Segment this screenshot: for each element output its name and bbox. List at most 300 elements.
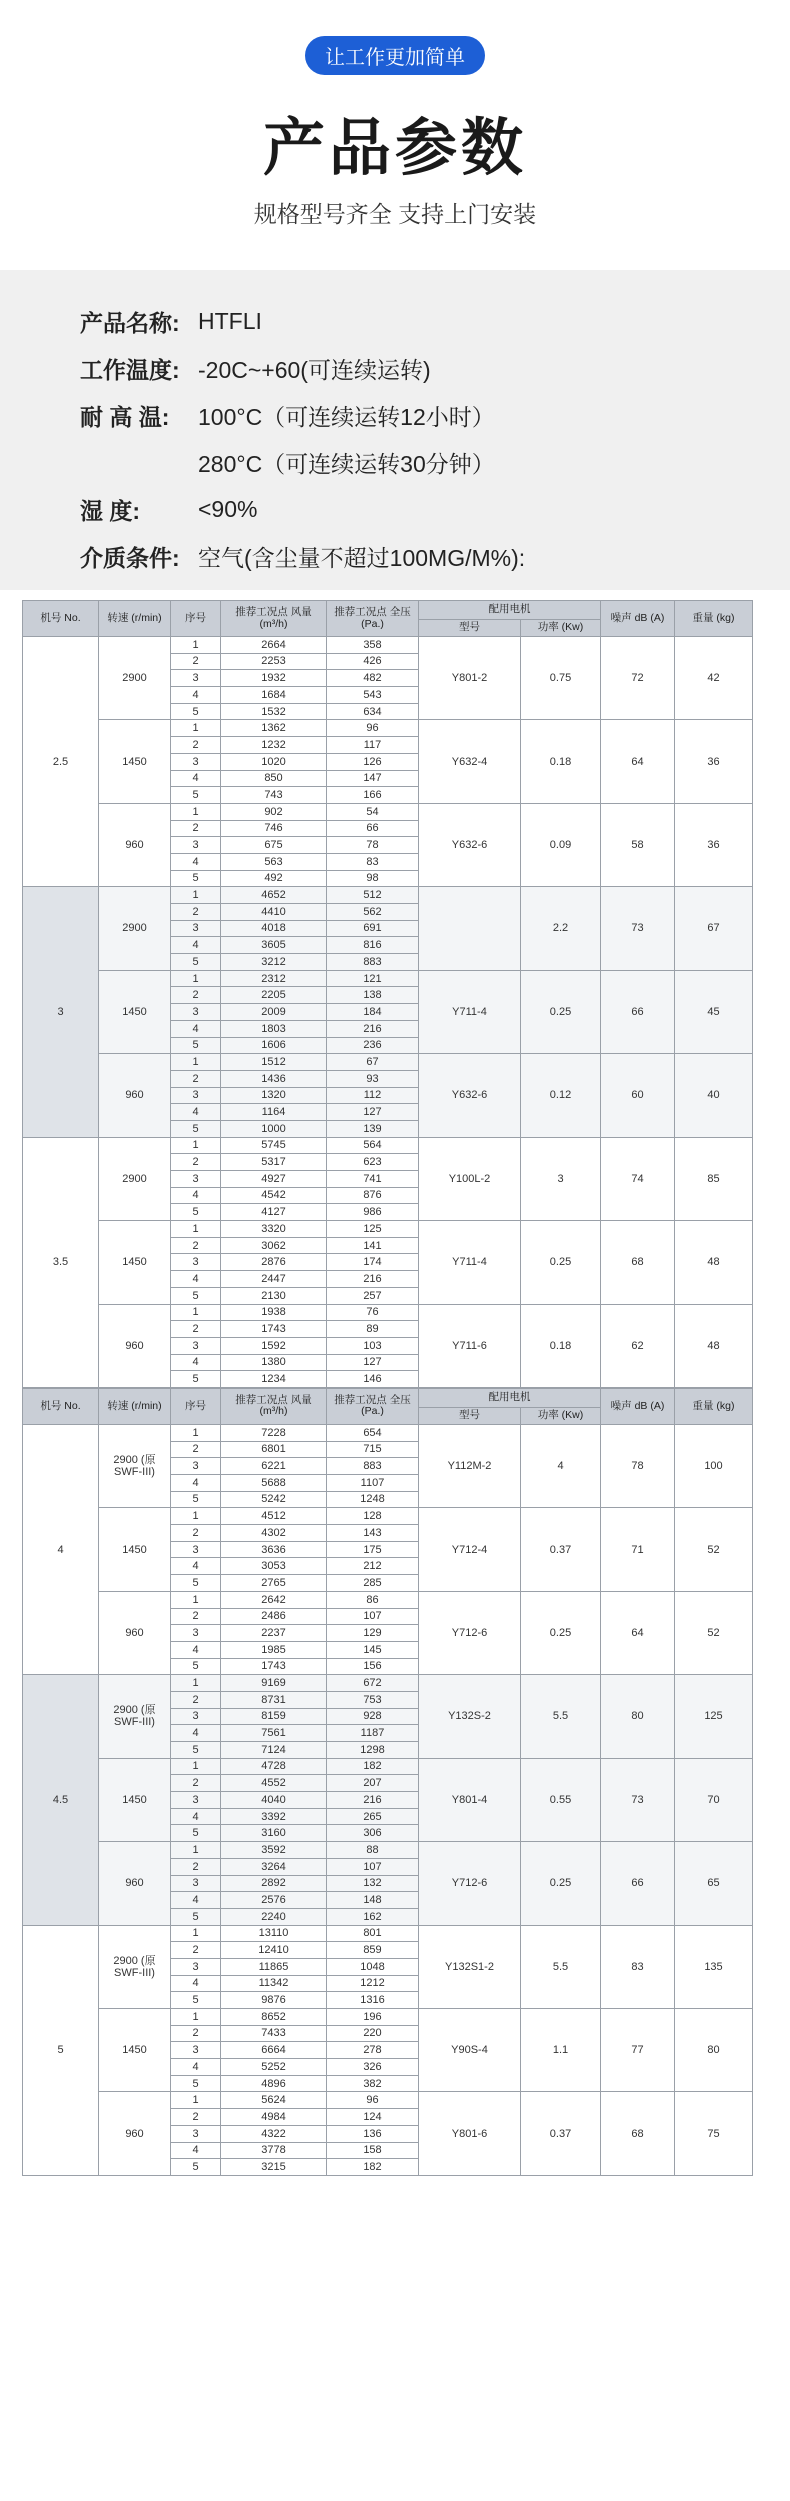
cell-pressure: 103 <box>327 1337 419 1354</box>
cell-flow: 850 <box>221 770 327 787</box>
cell-weight: 65 <box>675 1842 753 1925</box>
cell-seq: 4 <box>171 770 221 787</box>
cell-pressure: 158 <box>327 2142 419 2159</box>
cell-flow: 8731 <box>221 1691 327 1708</box>
cell-flow: 1743 <box>221 1321 327 1338</box>
cell-flow: 1592 <box>221 1337 327 1354</box>
param-row <box>80 533 790 580</box>
header-noise: 噪声 dB (A) <box>601 1388 675 1424</box>
cell-seq: 2 <box>171 737 221 754</box>
cell-pressure: 124 <box>327 2109 419 2126</box>
header-pressure: 推荐工况点 全压 (Pa.) <box>327 601 419 637</box>
cell-seq: 3 <box>171 1792 221 1809</box>
cell-seq: 4 <box>171 1808 221 1825</box>
cell-seq: 5 <box>171 2159 221 2176</box>
cell-pressure: 741 <box>327 1171 419 1188</box>
header-motor-model: 型号 <box>419 1407 521 1424</box>
spec-table <box>22 1388 753 2176</box>
cell-flow: 1606 <box>221 1037 327 1054</box>
cell-flow: 1684 <box>221 687 327 704</box>
cell-weight: 48 <box>675 1304 753 1387</box>
spec-table <box>22 600 753 1388</box>
header-motor-model: 型号 <box>419 620 521 637</box>
cell-flow: 1164 <box>221 1104 327 1121</box>
param-label: 产品名称: <box>80 310 180 336</box>
cell-pressure: 86 <box>327 1591 419 1608</box>
cell-speed: 960 <box>99 2092 171 2175</box>
cell-motor-model: Y112M-2 <box>419 1424 521 1507</box>
cell-seq: 4 <box>171 1975 221 1992</box>
cell-seq: 2 <box>171 1441 221 1458</box>
cell-pressure: 156 <box>327 1658 419 1675</box>
cell-seq: 4 <box>171 1892 221 1909</box>
header-noise: 噪声 dB (A) <box>601 601 675 637</box>
cell-weight: 67 <box>675 887 753 970</box>
cell-flow: 492 <box>221 870 327 887</box>
cell-pressure: 132 <box>327 1875 419 1892</box>
cell-pressure: 986 <box>327 1204 419 1221</box>
cell-weight: 36 <box>675 720 753 803</box>
cell-seq: 1 <box>171 1137 221 1154</box>
cell-seq: 1 <box>171 1925 221 1942</box>
param-row <box>80 439 790 486</box>
cell-power: 0.55 <box>521 1758 601 1841</box>
cell-flow: 3053 <box>221 1558 327 1575</box>
cell-weight: 45 <box>675 970 753 1053</box>
cell-motor-model: Y90S-4 <box>419 2009 521 2092</box>
table-row <box>23 1424 753 1441</box>
cell-noise: 73 <box>601 1758 675 1841</box>
cell-weight: 52 <box>675 1508 753 1591</box>
cell-pressure: 691 <box>327 920 419 937</box>
cell-motor-model: Y801-6 <box>419 2092 521 2175</box>
cell-seq: 1 <box>171 637 221 654</box>
cell-pressure: 125 <box>327 1221 419 1238</box>
cell-flow: 1803 <box>221 1020 327 1037</box>
cell-flow: 4652 <box>221 887 327 904</box>
cell-seq: 1 <box>171 1842 221 1859</box>
table-row <box>23 1842 753 1859</box>
cell-power: 0.25 <box>521 1221 601 1304</box>
cell-weight: 52 <box>675 1591 753 1674</box>
cell-pressure: 216 <box>327 1271 419 1288</box>
cell-machine-no: 2.5 <box>23 637 99 887</box>
cell-seq: 1 <box>171 1508 221 1525</box>
cell-seq: 2 <box>171 1237 221 1254</box>
header-motor-group: 配用电机 <box>419 601 601 620</box>
table-row <box>23 2009 753 2026</box>
cell-flow: 2240 <box>221 1908 327 1925</box>
cell-seq: 2 <box>171 1608 221 1625</box>
cell-seq: 3 <box>171 1958 221 1975</box>
cell-pressure: 139 <box>327 1120 419 1137</box>
cell-speed: 2900 (原 SWF-III) <box>99 1675 171 1758</box>
cell-flow: 746 <box>221 820 327 837</box>
param-label: 介质条件: <box>80 545 180 571</box>
cell-seq: 5 <box>171 787 221 804</box>
cell-noise: 68 <box>601 2092 675 2175</box>
param-value: -20C~+60(可连续运转) <box>198 357 431 383</box>
cell-flow: 5242 <box>221 1491 327 1508</box>
cell-flow: 2486 <box>221 1608 327 1625</box>
cell-noise: 71 <box>601 1508 675 1591</box>
cell-seq: 3 <box>171 2042 221 2059</box>
cell-flow: 3392 <box>221 1808 327 1825</box>
cell-motor-model: Y632-6 <box>419 1054 521 1137</box>
cell-seq: 4 <box>171 1187 221 1204</box>
cell-pressure: 147 <box>327 770 419 787</box>
cell-pressure: 326 <box>327 2059 419 2076</box>
cell-flow: 3636 <box>221 1541 327 1558</box>
cell-seq: 2 <box>171 2109 221 2126</box>
cell-power: 5.5 <box>521 1675 601 1758</box>
cell-pressure: 883 <box>327 954 419 971</box>
cell-pressure: 166 <box>327 787 419 804</box>
cell-pressure: 89 <box>327 1321 419 1338</box>
cell-seq: 2 <box>171 1942 221 1959</box>
param-label: 耐 高 温: <box>80 404 170 430</box>
cell-flow: 4542 <box>221 1187 327 1204</box>
cell-pressure: 426 <box>327 653 419 670</box>
cell-weight: 100 <box>675 1424 753 1507</box>
cell-seq: 5 <box>171 1120 221 1137</box>
cell-pressure: 928 <box>327 1708 419 1725</box>
cell-flow: 1362 <box>221 720 327 737</box>
cell-seq: 3 <box>171 837 221 854</box>
header-power: 功率 (Kw) <box>521 1407 601 1424</box>
cell-pressure: 138 <box>327 987 419 1004</box>
cell-noise: 68 <box>601 1221 675 1304</box>
cell-pressure: 96 <box>327 2092 419 2109</box>
cell-seq: 4 <box>171 1020 221 1037</box>
cell-flow: 4040 <box>221 1792 327 1809</box>
cell-pressure: 1248 <box>327 1491 419 1508</box>
cell-pressure: 174 <box>327 1254 419 1271</box>
cell-noise: 64 <box>601 1591 675 1674</box>
cell-flow: 563 <box>221 853 327 870</box>
cell-motor-model: Y712-6 <box>419 1591 521 1674</box>
cell-flow: 3160 <box>221 1825 327 1842</box>
cell-pressure: 1048 <box>327 1958 419 1975</box>
cell-seq: 1 <box>171 970 221 987</box>
cell-pressure: 145 <box>327 1641 419 1658</box>
cell-speed: 2900 <box>99 637 171 720</box>
cell-pressure: 54 <box>327 803 419 820</box>
cell-seq: 3 <box>171 1708 221 1725</box>
cell-seq: 3 <box>171 1087 221 1104</box>
table-row <box>23 970 753 987</box>
header-power: 功率 (Kw) <box>521 620 601 637</box>
cell-flow: 1436 <box>221 1070 327 1087</box>
cell-seq: 4 <box>171 1475 221 1492</box>
cell-speed: 2900 (原 SWF-III) <box>99 1424 171 1507</box>
page-subtitle: 规格型号齐全 支持上门安装 <box>253 201 537 227</box>
cell-flow: 1232 <box>221 737 327 754</box>
cell-flow: 7228 <box>221 1424 327 1441</box>
cell-seq: 1 <box>171 887 221 904</box>
cell-flow: 1512 <box>221 1054 327 1071</box>
cell-flow: 2447 <box>221 1271 327 1288</box>
cell-flow: 5317 <box>221 1154 327 1171</box>
cell-seq: 5 <box>171 703 221 720</box>
cell-flow: 2576 <box>221 1892 327 1909</box>
cell-noise: 64 <box>601 720 675 803</box>
cell-flow: 1320 <box>221 1087 327 1104</box>
cell-pressure: 78 <box>327 837 419 854</box>
cell-pressure: 876 <box>327 1187 419 1204</box>
cell-flow: 3264 <box>221 1858 327 1875</box>
header-machine-no: 机号 No. <box>23 1388 99 1424</box>
header-seq: 序号 <box>171 1388 221 1424</box>
cell-pressure: 182 <box>327 2159 419 2176</box>
cell-pressure: 128 <box>327 1508 419 1525</box>
cell-pressure: 306 <box>327 1825 419 1842</box>
cell-seq: 5 <box>171 1825 221 1842</box>
params-panel <box>0 270 790 590</box>
table-row <box>23 803 753 820</box>
cell-motor-model: Y711-4 <box>419 970 521 1053</box>
cell-seq: 4 <box>171 2059 221 2076</box>
cell-seq: 4 <box>171 1558 221 1575</box>
cell-seq: 1 <box>171 1758 221 1775</box>
cell-flow: 4410 <box>221 904 327 921</box>
cell-seq: 5 <box>171 1371 221 1388</box>
cell-flow: 9169 <box>221 1675 327 1692</box>
cell-speed: 960 <box>99 1054 171 1137</box>
cell-speed: 960 <box>99 1591 171 1674</box>
table-row <box>23 637 753 654</box>
cell-speed: 1450 <box>99 1508 171 1591</box>
cell-speed: 2900 <box>99 887 171 970</box>
cell-seq: 2 <box>171 1775 221 1792</box>
cell-noise: 58 <box>601 803 675 886</box>
cell-pressure: 196 <box>327 2009 419 2026</box>
cell-pressure: 382 <box>327 2075 419 2092</box>
cell-seq: 2 <box>171 904 221 921</box>
cell-flow: 675 <box>221 837 327 854</box>
cell-flow: 2130 <box>221 1287 327 1304</box>
cell-noise: 80 <box>601 1675 675 1758</box>
cell-flow: 5745 <box>221 1137 327 1154</box>
cell-pressure: 715 <box>327 1441 419 1458</box>
cell-flow: 7124 <box>221 1742 327 1759</box>
cell-flow: 3605 <box>221 937 327 954</box>
cell-pressure: 1212 <box>327 1975 419 1992</box>
cell-pressure: 265 <box>327 1808 419 1825</box>
table-row <box>23 2092 753 2109</box>
cell-pressure: 1187 <box>327 1725 419 1742</box>
cell-flow: 3212 <box>221 954 327 971</box>
cell-seq: 5 <box>171 1287 221 1304</box>
cell-pressure: 184 <box>327 1004 419 1021</box>
param-row <box>80 392 790 439</box>
cell-pressure: 146 <box>327 1371 419 1388</box>
table-row <box>23 720 753 737</box>
cell-pressure: 654 <box>327 1424 419 1441</box>
cell-pressure: 107 <box>327 1858 419 1875</box>
cell-seq: 5 <box>171 954 221 971</box>
cell-motor-model: Y712-6 <box>419 1842 521 1925</box>
cell-seq: 4 <box>171 2142 221 2159</box>
cell-weight: 85 <box>675 1137 753 1220</box>
cell-machine-no: 4 <box>23 1424 99 1674</box>
cell-flow: 8159 <box>221 1708 327 1725</box>
header-weight: 重量 (kg) <box>675 601 753 637</box>
cell-motor-model: Y712-4 <box>419 1508 521 1591</box>
cell-seq: 2 <box>171 1321 221 1338</box>
cell-flow: 7433 <box>221 2025 327 2042</box>
cell-flow: 2253 <box>221 653 327 670</box>
cell-noise: 66 <box>601 1842 675 1925</box>
cell-noise: 66 <box>601 970 675 1053</box>
cell-pressure: 182 <box>327 1758 419 1775</box>
cell-seq: 5 <box>171 870 221 887</box>
cell-flow: 3215 <box>221 2159 327 2176</box>
cell-pressure: 543 <box>327 687 419 704</box>
cell-power: 0.25 <box>521 970 601 1053</box>
cell-seq: 4 <box>171 1354 221 1371</box>
cell-flow: 9876 <box>221 1992 327 2009</box>
cell-flow: 4896 <box>221 2075 327 2092</box>
cell-seq: 2 <box>171 987 221 1004</box>
cell-pressure: 66 <box>327 820 419 837</box>
cell-seq: 1 <box>171 1221 221 1238</box>
cell-seq: 3 <box>171 1625 221 1642</box>
cell-speed: 960 <box>99 1304 171 1387</box>
cell-seq: 5 <box>171 1491 221 1508</box>
cell-flow: 1000 <box>221 1120 327 1137</box>
cell-machine-no: 3 <box>23 887 99 1137</box>
cell-flow: 1020 <box>221 753 327 770</box>
cell-flow: 3592 <box>221 1842 327 1859</box>
cell-seq: 2 <box>171 2025 221 2042</box>
cell-flow: 4018 <box>221 920 327 937</box>
cell-motor-model: Y132S-2 <box>419 1675 521 1758</box>
cell-flow: 3778 <box>221 2142 327 2159</box>
cell-weight: 36 <box>675 803 753 886</box>
param-row <box>80 298 790 345</box>
cell-pressure: 482 <box>327 670 419 687</box>
cell-motor-model <box>419 887 521 970</box>
cell-power: 1.1 <box>521 2009 601 2092</box>
cell-seq: 1 <box>171 720 221 737</box>
cell-seq: 3 <box>171 753 221 770</box>
param-label: 工作温度: <box>80 357 180 383</box>
cell-flow: 12410 <box>221 1942 327 1959</box>
cell-pressure: 257 <box>327 1287 419 1304</box>
cell-pressure: 76 <box>327 1304 419 1321</box>
cell-pressure: 212 <box>327 1558 419 1575</box>
cell-seq: 5 <box>171 2075 221 2092</box>
cell-pressure: 216 <box>327 1792 419 1809</box>
cell-pressure: 753 <box>327 1691 419 1708</box>
cell-power: 0.37 <box>521 2092 601 2175</box>
cell-pressure: 672 <box>327 1675 419 1692</box>
cell-pressure: 1298 <box>327 1742 419 1759</box>
cell-seq: 5 <box>171 1037 221 1054</box>
cell-pressure: 1107 <box>327 1475 419 1492</box>
cell-seq: 2 <box>171 1525 221 1542</box>
cell-motor-model: Y100L-2 <box>419 1137 521 1220</box>
cell-seq: 3 <box>171 1875 221 1892</box>
cell-motor-model: Y711-6 <box>419 1304 521 1387</box>
cell-pressure: 236 <box>327 1037 419 1054</box>
cell-pressure: 136 <box>327 2125 419 2142</box>
cell-motor-model: Y632-6 <box>419 803 521 886</box>
cell-seq: 4 <box>171 1641 221 1658</box>
cell-pressure: 88 <box>327 1842 419 1859</box>
header-machine-no: 机号 No. <box>23 601 99 637</box>
cell-pressure: 801 <box>327 1925 419 1942</box>
cell-power: 2.2 <box>521 887 601 970</box>
cell-speed: 2900 <box>99 1137 171 1220</box>
cell-flow: 1380 <box>221 1354 327 1371</box>
hero-header <box>0 0 790 270</box>
cell-pressure: 285 <box>327 1575 419 1592</box>
header-speed: 转速 (r/min) <box>99 1388 171 1424</box>
table-row <box>23 1304 753 1321</box>
cell-pressure: 112 <box>327 1087 419 1104</box>
cell-flow: 4127 <box>221 1204 327 1221</box>
cell-pressure: 358 <box>327 637 419 654</box>
cell-noise: 78 <box>601 1424 675 1507</box>
cell-seq: 5 <box>171 1908 221 1925</box>
cell-flow: 1234 <box>221 1371 327 1388</box>
cell-machine-no: 4.5 <box>23 1675 99 1925</box>
cell-flow: 8652 <box>221 2009 327 2026</box>
cell-flow: 1932 <box>221 670 327 687</box>
cell-pressure: 1316 <box>327 1992 419 2009</box>
cell-pressure: 129 <box>327 1625 419 1642</box>
cell-seq: 2 <box>171 1070 221 1087</box>
cell-power: 0.18 <box>521 720 601 803</box>
cell-seq: 5 <box>171 1742 221 1759</box>
cell-pressure: 207 <box>327 1775 419 1792</box>
param-value: 280°C（可连续运转30分钟） <box>198 451 495 477</box>
cell-flow: 2664 <box>221 637 327 654</box>
cell-speed: 960 <box>99 1842 171 1925</box>
cell-pressure: 107 <box>327 1608 419 1625</box>
header-flow: 推荐工况点 风量 (m³/h) <box>221 601 327 637</box>
cell-power: 4 <box>521 1424 601 1507</box>
cell-noise: 83 <box>601 1925 675 2008</box>
cell-pressure: 220 <box>327 2025 419 2042</box>
cell-seq: 5 <box>171 1658 221 1675</box>
cell-flow: 2765 <box>221 1575 327 1592</box>
cell-pressure: 816 <box>327 937 419 954</box>
cell-seq: 2 <box>171 1154 221 1171</box>
cell-pressure: 162 <box>327 1908 419 1925</box>
cell-seq: 2 <box>171 653 221 670</box>
cell-flow: 2642 <box>221 1591 327 1608</box>
cell-noise: 77 <box>601 2009 675 2092</box>
header-weight: 重量 (kg) <box>675 1388 753 1424</box>
cell-pressure: 127 <box>327 1104 419 1121</box>
cell-seq: 3 <box>171 1171 221 1188</box>
cell-pressure: 83 <box>327 853 419 870</box>
cell-speed: 1450 <box>99 1758 171 1841</box>
cell-pressure: 859 <box>327 1942 419 1959</box>
cell-flow: 5624 <box>221 2092 327 2109</box>
cell-seq: 4 <box>171 853 221 870</box>
cell-weight: 42 <box>675 637 753 720</box>
cell-flow: 2876 <box>221 1254 327 1271</box>
cell-pressure: 143 <box>327 1525 419 1542</box>
table-row <box>23 1221 753 1238</box>
cell-flow: 11865 <box>221 1958 327 1975</box>
cell-flow: 4728 <box>221 1758 327 1775</box>
cell-seq: 5 <box>171 1992 221 2009</box>
